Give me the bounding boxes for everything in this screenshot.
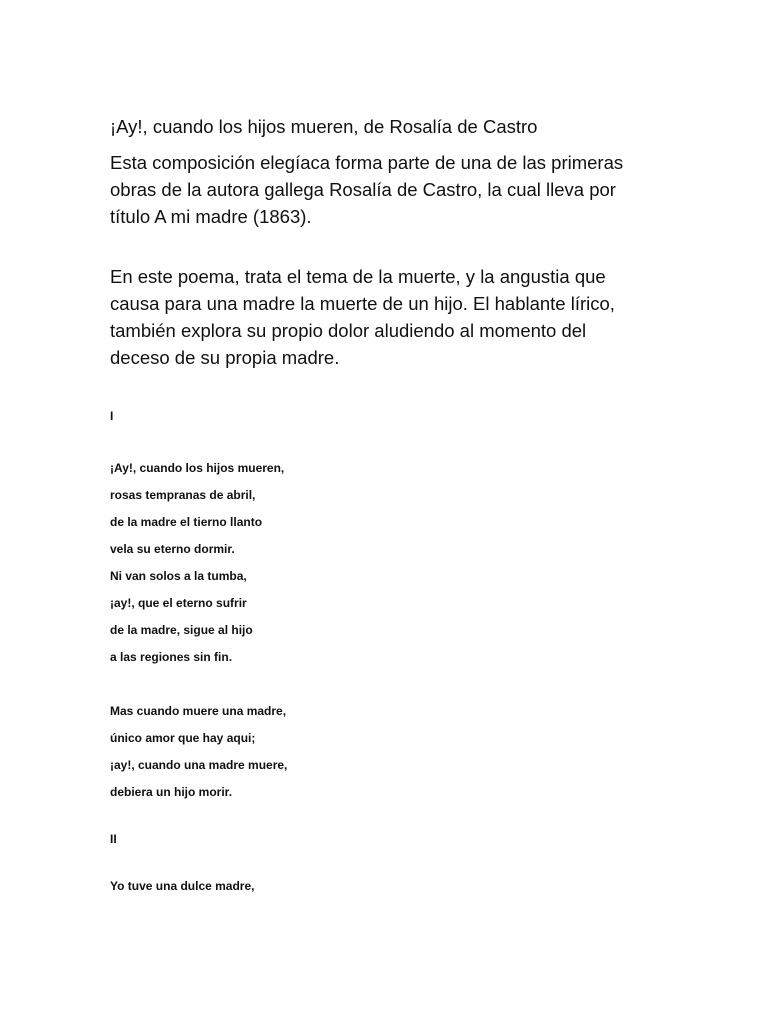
document-title: ¡Ay!, cuando los hijos mueren, de Rosalía de Castro bbox=[110, 116, 538, 137]
poem-line: debiera un hijo morir. bbox=[110, 785, 233, 799]
poem-line: Mas cuando muere una madre, bbox=[110, 704, 287, 718]
poem-line: Ni van solos a la tumba, bbox=[110, 569, 247, 583]
theme-paragraph: En este poema, trata el tema de la muerte, y la angustia que causa para una madre la muerte de un hijo. El hablante lírico, también explora su propio dolor aludiendo al momento del deceso de su propia madre. bbox=[110, 266, 615, 368]
poem-line: Yo tuve una dulce madre, bbox=[110, 879, 255, 893]
stanza-2 bbox=[110, 698, 650, 806]
poem-line: ¡ay!, cuando una madre muere, bbox=[110, 758, 288, 772]
section-label-1: I bbox=[110, 409, 114, 423]
poem-line: ¡Ay!, cuando los hijos mueren, bbox=[110, 461, 285, 475]
poem-line: de la madre el tierno llanto bbox=[110, 515, 263, 529]
stanza-3 bbox=[110, 873, 650, 900]
poem-line: vela su eterno dormir. bbox=[110, 542, 235, 556]
poem-line: ¡ay!, que el eterno sufrir bbox=[110, 596, 247, 610]
stanza-1 bbox=[110, 455, 650, 671]
document-page bbox=[110, 114, 650, 900]
poem-line: a las regiones sin fin. bbox=[110, 650, 233, 664]
poem-line: de la madre, sigue al hijo bbox=[110, 623, 253, 637]
poem-line: rosas tempranas de abril, bbox=[110, 488, 256, 502]
section-label-2: II bbox=[110, 832, 117, 846]
intro-paragraph: Esta composición elegíaca forma parte de una de las primeras obras de la autora gallega Rosalía de Castro, la cual lleva por título A mi madre (1863). bbox=[110, 152, 624, 227]
poem-line: único amor que hay aqui; bbox=[110, 731, 256, 745]
